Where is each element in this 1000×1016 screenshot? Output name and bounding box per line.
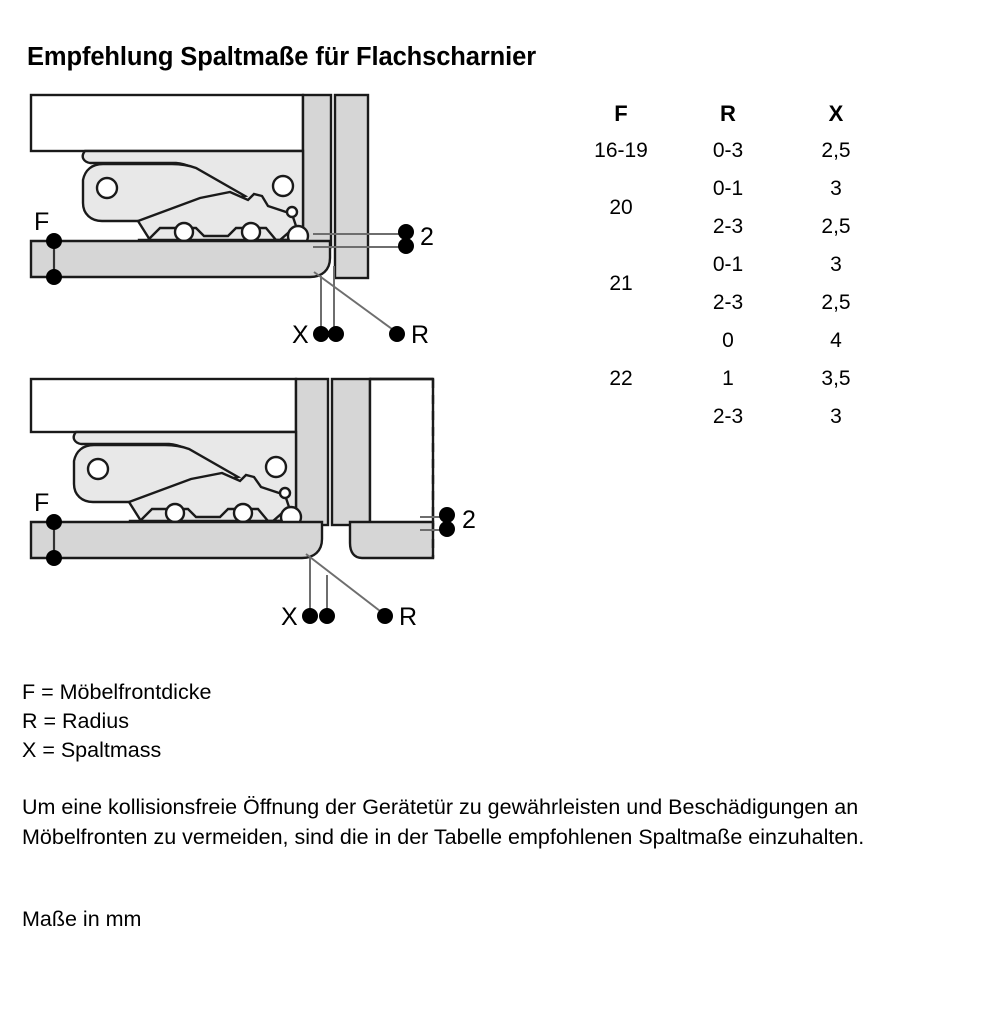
dimension-label-f: F	[34, 208, 50, 236]
cell-x: 3	[830, 253, 842, 276]
hinge-pivot-hole-2-6	[234, 504, 252, 522]
cell-x: 2,5	[821, 291, 851, 314]
cell-x: 4	[830, 329, 842, 352]
cell-r: 1	[722, 367, 734, 390]
cell-x: 2,5	[821, 139, 851, 162]
hinge-diagram-open	[0, 365, 520, 650]
cell-r: 2-3	[712, 405, 744, 428]
table-header-row	[568, 96, 890, 132]
hinge-pivot-hole-3	[287, 207, 297, 217]
cabinet-side-panel-inner	[303, 95, 331, 247]
cell-f: 21	[609, 272, 633, 295]
table	[568, 96, 890, 436]
hinge-pivot-hole-2-1	[88, 459, 108, 479]
hinge-pivot-hole-5	[175, 223, 193, 241]
hinge-pivot-hole-2-5	[166, 504, 184, 522]
hinge-pivot-hole-2-2	[266, 457, 286, 477]
hinge-pivot-hole-2	[273, 176, 293, 196]
legend-block	[22, 678, 211, 765]
table-header-f: F	[614, 101, 628, 126]
dimension-label-r: R	[411, 321, 430, 349]
dimension-dot-f-bottom-2	[46, 550, 62, 566]
legend-line-f: F = Möbelfrontdicke	[22, 680, 212, 704]
cabinet-top-panel	[31, 95, 303, 151]
dimension-dot-x-right	[328, 326, 344, 342]
dimension-dot-gap-top	[398, 224, 414, 240]
dimension-label-x-2: X	[281, 603, 298, 631]
table-header-x: X	[828, 101, 844, 126]
cabinet-side-panel-outer-2	[332, 379, 370, 525]
hinge-pivot-hole-6	[242, 223, 260, 241]
door-front-panel-right-2	[350, 522, 433, 558]
cell-r: 0	[722, 329, 734, 352]
spaltmass-table	[568, 96, 890, 436]
table-row	[568, 170, 890, 208]
cell-x: 3	[830, 405, 842, 428]
dimension-dot-r-2	[377, 608, 393, 624]
cell-r: 0-1	[712, 253, 744, 276]
cell-x: 3,5	[821, 367, 851, 390]
dimension-dot-f-bottom	[46, 269, 62, 285]
dimension-label-x: X	[292, 321, 309, 349]
table-row	[568, 246, 890, 284]
explanatory-paragraph: Um eine kollisionsfreie Öffnung der Gerätetür zu gewährleisten und Beschädigungen an Möbelfronten zu vermeiden, sind die in der Tabelle empfohlenen Spaltmaße einzuhalten.	[22, 795, 865, 849]
dimension-dot-x-left	[313, 326, 329, 342]
units-note: Maße in mm	[22, 907, 142, 931]
legend-line-r: R = Radius	[22, 709, 129, 733]
door-front-panel-left-2	[31, 522, 322, 558]
dimension-label-f-2: F	[34, 489, 50, 517]
cell-r: 2-3	[712, 291, 744, 314]
dimension-label-gap: 2	[420, 223, 434, 251]
table-row	[568, 322, 890, 360]
hinge-diagram-closed	[0, 88, 520, 358]
dimension-dot-r	[389, 326, 405, 342]
dimension-label-r-2: R	[399, 603, 418, 631]
dimension-dot-gap-bottom	[398, 238, 414, 254]
table-row	[568, 132, 890, 170]
cell-x: 2,5	[821, 215, 851, 238]
cabinet-open-area	[370, 379, 433, 525]
cell-x: 3	[830, 177, 842, 200]
cell-r: 0-1	[712, 177, 744, 200]
cabinet-side-panel-inner-2	[296, 379, 328, 525]
hinge-pivot-hole-2-3	[280, 488, 290, 498]
door-front-panel	[31, 241, 330, 277]
cell-r: 0-3	[712, 139, 744, 162]
cell-r: 2-3	[712, 215, 744, 238]
dimension-dot-gap-bottom-2	[439, 521, 455, 537]
cell-f: 16-19	[594, 139, 648, 162]
cabinet-top-panel-2	[31, 379, 296, 432]
table-header-r: R	[720, 101, 736, 126]
cell-f: 20	[609, 196, 633, 219]
dimension-dot-x-right-2	[319, 608, 335, 624]
cabinet-side-panel-outer	[335, 95, 368, 278]
legend-line-x: X = Spaltmass	[22, 738, 162, 762]
dimension-dot-gap-top-2	[439, 507, 455, 523]
page-title: Empfehlung Spaltmaße für Flachscharnier	[27, 43, 537, 71]
hinge-pivot-hole-1	[97, 178, 117, 198]
dimension-marker-xr-2	[306, 554, 380, 611]
cell-f: 22	[609, 367, 633, 390]
dimension-label-gap-2: 2	[462, 506, 476, 534]
dimension-dot-x-left-2	[302, 608, 318, 624]
